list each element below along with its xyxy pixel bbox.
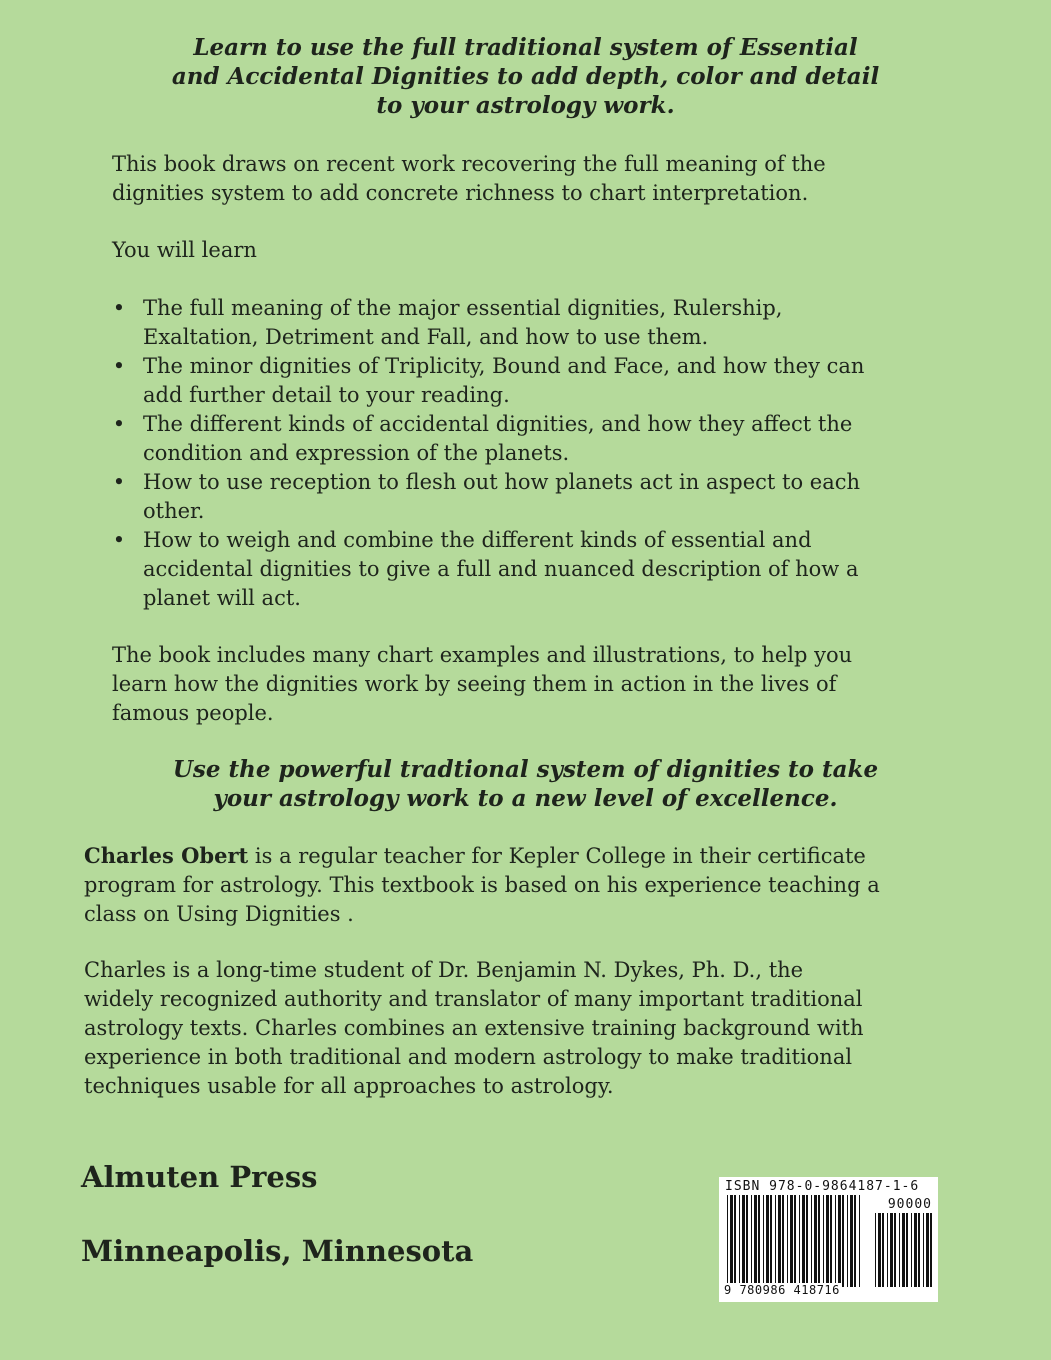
tagline-line: to your astrology work. (376, 92, 675, 119)
bullet-line: The full meaning of the major essential dignities, Rulership, (143, 296, 783, 320)
bullet-icon: • (112, 296, 126, 320)
bio-line: program for astrology. This textbook is based on his experience teaching a (84, 873, 880, 897)
bullet-icon: • (112, 354, 126, 378)
barcode-bar (899, 1213, 900, 1287)
bullet-item (112, 294, 912, 352)
barcode-bar (754, 1195, 757, 1287)
bullet-line: accidental dignities to give a full and nuanced description of how a (143, 557, 859, 581)
bullet-item (112, 352, 912, 410)
barcode-bar (770, 1195, 772, 1287)
bio-line: widely recognized authority and translator of many important traditional (84, 987, 863, 1011)
bio-line: experience in both traditional and modern astrology to make traditional (84, 1045, 853, 1069)
includes-line: The book includes many chart examples and illustrations, to help you (112, 643, 853, 667)
barcode-bar (778, 1195, 781, 1287)
publisher-name: Almuten Press (81, 1160, 318, 1194)
barcode-bar (902, 1213, 905, 1287)
barcode-bar (734, 1195, 736, 1287)
barcode-bar (742, 1195, 745, 1287)
tagline-top (0, 33, 1051, 120)
tagline-line: and Accidental Dignities to add depth, color and detail (171, 63, 880, 90)
barcode-bar (746, 1195, 748, 1287)
barcode-bar (811, 1195, 812, 1287)
tagline-line: Learn to use the full traditional system of Essential (193, 34, 858, 61)
barcode-bar (923, 1213, 924, 1287)
barcode-bar (806, 1195, 808, 1287)
barcode-bar (842, 1195, 844, 1287)
barcode-bar (814, 1195, 817, 1287)
barcode-digits: 9 780986 418716 (724, 1283, 840, 1297)
barcode-bar (823, 1195, 824, 1287)
barcode-bar (878, 1213, 881, 1287)
barcode-bar (782, 1195, 784, 1287)
bullet-line: The minor dignities of Triplicity, Bound and Face, and how they can (143, 354, 865, 378)
learn-heading: You will learn (112, 238, 257, 262)
barcode-bar (906, 1213, 908, 1287)
bullet-line: condition and expression of the planets. (143, 441, 570, 465)
barcode-bars (719, 1195, 938, 1295)
bullet-item (112, 526, 912, 613)
barcode-bar (751, 1195, 752, 1287)
bullet-line: The different kinds of accidental dignities, and how they affect the (143, 412, 853, 436)
bullet-item (112, 410, 912, 468)
bullet-line: How to use reception to flesh out how planets act in aspect to each (143, 470, 861, 494)
barcode-bar (914, 1213, 917, 1287)
barcode-bar (926, 1213, 929, 1287)
barcode-bar (894, 1213, 896, 1287)
bullet-icon: • (112, 412, 126, 436)
tagline-bottom (0, 755, 1051, 813)
bio-line: Charles is a long-time student of Dr. Benjamin N. Dykes, Ph. D., the (84, 958, 804, 982)
barcode-bar (758, 1195, 760, 1287)
bio-line-rest: is a regular teacher for Kepler College in their certificate (248, 844, 866, 868)
bullet-line: add further detail to your reading. (143, 383, 510, 407)
includes-line: famous people. (112, 701, 274, 725)
bio-line: techniques usable for all approaches to astrology. (84, 1074, 614, 1098)
barcode-bar (790, 1195, 793, 1287)
includes-line: learn how the dignities work by seeing them in action in the lives of (112, 672, 837, 696)
bio-line: astrology texts. Charles combines an extensive training background with (84, 1016, 864, 1040)
barcode-bar (730, 1195, 733, 1287)
barcode-bar (739, 1195, 740, 1287)
barcode-bar (766, 1195, 769, 1287)
isbn-label: ISBN 978-0-9864187-1-6 (725, 1179, 920, 1194)
bio-line (84, 841, 944, 871)
barcode-bar (787, 1195, 788, 1287)
barcode-bar (847, 1195, 848, 1287)
barcode-bar (818, 1195, 820, 1287)
barcode-bar (875, 1213, 876, 1287)
bio-line: class on Using Dignities . (84, 902, 354, 926)
barcode-bar (854, 1195, 856, 1287)
intro-line: dignities system to add concrete richness to chart interpretation. (112, 181, 809, 205)
bullet-line: other. (143, 499, 205, 523)
author-bio-paragraph (84, 841, 944, 929)
barcode-bar (763, 1195, 764, 1287)
intro-line: This book draws on recent work recovering the full meaning of the (112, 152, 826, 176)
bullet-line: Exaltation, Detriment and Fall, and how to use them. (143, 325, 709, 349)
barcode-bar (882, 1213, 884, 1287)
tagline-line: your astrology work to a new level of excellence. (213, 785, 838, 812)
barcode-bar (859, 1195, 860, 1287)
tagline-line: Use the powerful tradtional system of dignities to take (172, 756, 879, 783)
isbn-barcode (719, 1177, 938, 1302)
author-name: Charles Obert (84, 843, 249, 868)
barcode-bar (727, 1195, 728, 1287)
barcode-bar (918, 1213, 920, 1287)
barcode-bar (850, 1195, 853, 1287)
includes-paragraph (112, 641, 942, 728)
barcode-bar (794, 1195, 796, 1287)
barcode-bar (890, 1213, 893, 1287)
barcode-bar (911, 1213, 912, 1287)
intro-paragraph (112, 150, 942, 208)
bullet-icon: • (112, 470, 126, 494)
author-background-paragraph (84, 956, 944, 1101)
price-code: 90000 (887, 1197, 932, 1212)
barcode-bar (930, 1213, 932, 1287)
barcode-bar (826, 1195, 829, 1287)
barcode-bar (838, 1195, 841, 1287)
bullet-icon: • (112, 528, 126, 552)
barcode-bar (830, 1195, 832, 1287)
publisher-city: Minneapolis, Minnesota (81, 1234, 474, 1268)
barcode-bar (799, 1195, 800, 1287)
bullet-line: How to weigh and combine the different kinds of essential and (143, 528, 812, 552)
bullet-item (112, 468, 912, 526)
barcode-bar (887, 1213, 888, 1287)
barcode-bar (802, 1195, 805, 1287)
bullet-line: planet will act. (143, 586, 301, 610)
barcode-bar (835, 1195, 836, 1287)
learning-bullet-list (112, 294, 912, 613)
barcode-bar (775, 1195, 776, 1287)
